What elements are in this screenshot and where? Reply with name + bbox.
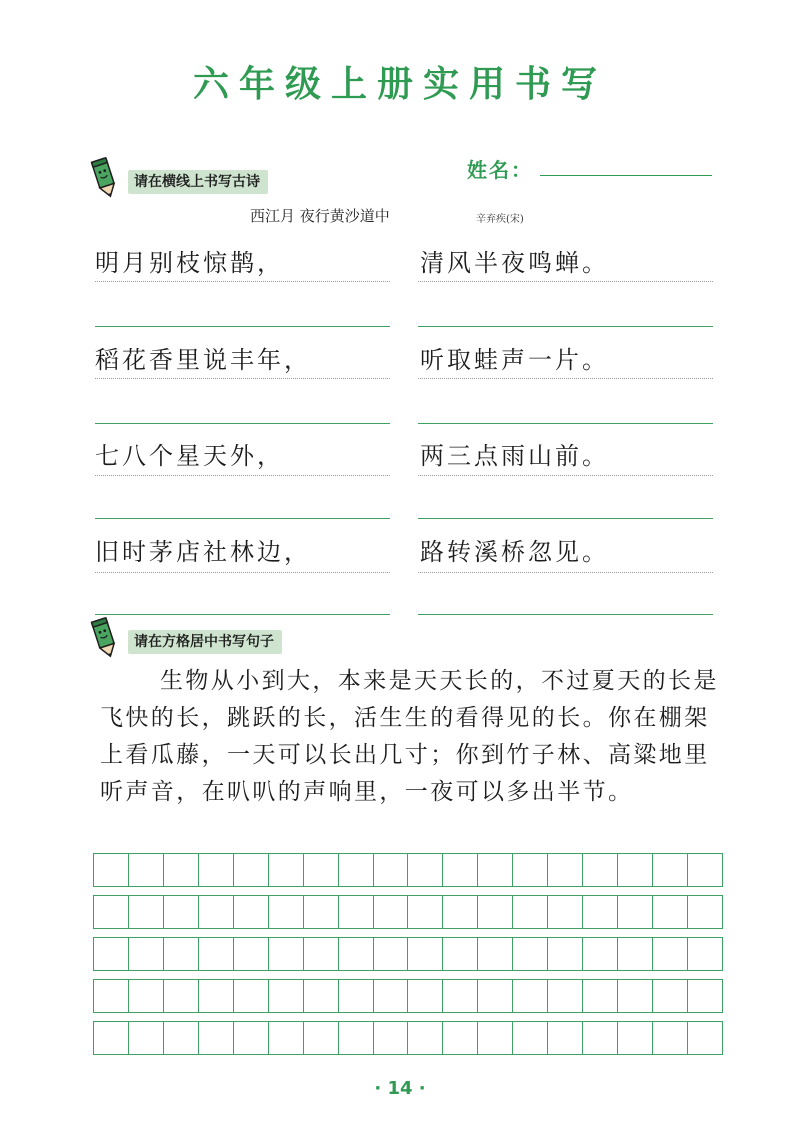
grid-cell[interactable] xyxy=(513,854,548,886)
grid-cell[interactable] xyxy=(164,980,199,1012)
grid-cell[interactable] xyxy=(164,854,199,886)
writing-line[interactable] xyxy=(418,326,713,327)
grid-cell[interactable] xyxy=(688,1022,722,1054)
dotted-guide-line xyxy=(95,572,390,573)
grid-cell[interactable] xyxy=(583,980,618,1012)
grid-cell[interactable] xyxy=(304,938,339,970)
grid-cell[interactable] xyxy=(94,1022,129,1054)
grid-cell[interactable] xyxy=(513,896,548,928)
grid-cell[interactable] xyxy=(234,980,269,1012)
grid-cell[interactable] xyxy=(374,1022,409,1054)
grid-cell[interactable] xyxy=(653,1022,688,1054)
grid-row xyxy=(93,895,723,929)
grid-cell[interactable] xyxy=(478,896,513,928)
grid-cell[interactable] xyxy=(408,938,443,970)
grid-cell[interactable] xyxy=(199,854,234,886)
grid-cell[interactable] xyxy=(339,854,374,886)
dotted-guide-line xyxy=(95,378,390,379)
grid-cell[interactable] xyxy=(339,896,374,928)
section-instruction-sentence: 请在方格居中书写句子 xyxy=(128,630,282,654)
grid-cell[interactable] xyxy=(339,980,374,1012)
grid-cell[interactable] xyxy=(443,896,478,928)
grid-cell[interactable] xyxy=(304,896,339,928)
pencil-icon xyxy=(90,156,120,200)
grid-cell[interactable] xyxy=(408,854,443,886)
name-label: 姓名： xyxy=(467,158,533,182)
grid-cell[interactable] xyxy=(653,896,688,928)
dotted-guide-line xyxy=(418,281,713,282)
grid-cell[interactable] xyxy=(513,1022,548,1054)
section-instruction-poem: 请在横线上书写古诗 xyxy=(128,170,268,194)
grid-cell[interactable] xyxy=(374,938,409,970)
grid-cell[interactable] xyxy=(653,854,688,886)
grid-cell[interactable] xyxy=(304,1022,339,1054)
writing-line[interactable] xyxy=(418,423,713,424)
dotted-guide-line xyxy=(418,378,713,379)
page-number: · 14 · xyxy=(374,1078,426,1099)
page-title: 六年级上册实用书写 xyxy=(192,64,607,105)
grid-row xyxy=(93,853,723,887)
grid-cell[interactable] xyxy=(234,1022,269,1054)
writing-line[interactable] xyxy=(95,326,390,327)
grid-cell[interactable] xyxy=(443,854,478,886)
grid-cell[interactable] xyxy=(339,938,374,970)
grid-cell[interactable] xyxy=(548,938,583,970)
grid-cell[interactable] xyxy=(513,938,548,970)
grid-cell[interactable] xyxy=(164,938,199,970)
grid-cell[interactable] xyxy=(269,938,304,970)
grid-cell[interactable] xyxy=(269,1022,304,1054)
grid-cell[interactable] xyxy=(94,854,129,886)
grid-row xyxy=(93,1021,723,1055)
poem-line-right: 清风半夜鸣蝉。 xyxy=(420,249,609,277)
grid-cell[interactable] xyxy=(269,896,304,928)
grid-cell[interactable] xyxy=(164,1022,199,1054)
grid-cell[interactable] xyxy=(548,896,583,928)
dotted-guide-line xyxy=(95,475,390,476)
grid-cell[interactable] xyxy=(339,1022,374,1054)
grid-row xyxy=(93,937,723,971)
grid-cell[interactable] xyxy=(408,896,443,928)
grid-cell[interactable] xyxy=(478,854,513,886)
grid-cell[interactable] xyxy=(94,938,129,970)
dotted-guide-line xyxy=(418,572,713,573)
grid-cell[interactable] xyxy=(374,980,409,1012)
grid-cell[interactable] xyxy=(234,938,269,970)
grid-cell[interactable] xyxy=(129,938,164,970)
grid-cell[interactable] xyxy=(583,1022,618,1054)
grid-cell[interactable] xyxy=(688,854,722,886)
grid-cell[interactable] xyxy=(618,1022,653,1054)
grid-cell[interactable] xyxy=(234,896,269,928)
grid-cell[interactable] xyxy=(199,896,234,928)
grid-cell[interactable] xyxy=(129,896,164,928)
writing-line[interactable] xyxy=(95,423,390,424)
grid-cell[interactable] xyxy=(513,980,548,1012)
grid-cell[interactable] xyxy=(408,980,443,1012)
poem-line-left: 稻花香里说丰年， xyxy=(95,346,311,374)
poem-line-right: 听取蛙声一片。 xyxy=(420,346,609,374)
grid-cell[interactable] xyxy=(548,980,583,1012)
grid-cell[interactable] xyxy=(443,1022,478,1054)
grid-cell[interactable] xyxy=(408,1022,443,1054)
grid-cell[interactable] xyxy=(164,896,199,928)
dotted-guide-line xyxy=(95,281,390,282)
grid-cell[interactable] xyxy=(548,854,583,886)
grid-cell[interactable] xyxy=(269,980,304,1012)
grid-row xyxy=(93,979,723,1013)
grid-cell[interactable] xyxy=(583,854,618,886)
writing-line[interactable] xyxy=(418,518,713,519)
poem-line-left: 七八个星天外， xyxy=(95,442,284,470)
grid-cell[interactable] xyxy=(374,854,409,886)
grid-cell[interactable] xyxy=(653,980,688,1012)
grid-cell[interactable] xyxy=(94,896,129,928)
poem-title: 西江月 夜行黄沙道中 xyxy=(250,207,390,225)
grid-cell[interactable] xyxy=(129,1022,164,1054)
grid-cell[interactable] xyxy=(618,896,653,928)
grid-cell[interactable] xyxy=(688,938,722,970)
passage-text: 生物从小到大，本来是天天长的，不过夏天的长是飞快的长，跳跃的长，活生生的看得见的长。你在棚架上看瓜藤，一天可以长出几寸；你到竹子林、高粱地里听声音，在叭叭的声响里，一夜可以多出半节。 xyxy=(100,668,719,805)
grid-cell[interactable] xyxy=(269,854,304,886)
poem-line-right: 两三点雨山前。 xyxy=(420,442,609,470)
grid-cell[interactable] xyxy=(374,896,409,928)
grid-cell[interactable] xyxy=(94,980,129,1012)
writing-line[interactable] xyxy=(418,614,713,615)
grid-cell[interactable] xyxy=(199,980,234,1012)
grid-cell[interactable] xyxy=(304,980,339,1012)
grid-cell[interactable] xyxy=(618,938,653,970)
grid-cell[interactable] xyxy=(478,938,513,970)
grid-cell[interactable] xyxy=(443,938,478,970)
grid-cell[interactable] xyxy=(129,980,164,1012)
grid-cell[interactable] xyxy=(618,980,653,1012)
grid-cell[interactable] xyxy=(478,980,513,1012)
grid-cell[interactable] xyxy=(443,980,478,1012)
grid-cell[interactable] xyxy=(478,1022,513,1054)
name-input-line[interactable] xyxy=(540,175,712,176)
poem-line-right: 路转溪桥忽见。 xyxy=(420,538,609,566)
poem-line-left: 明月别枝惊鹊， xyxy=(95,249,284,277)
grid-cell[interactable] xyxy=(653,938,688,970)
poem-author: 辛弃疾(宋) xyxy=(476,214,524,225)
grid-cell[interactable] xyxy=(199,938,234,970)
grid-cell[interactable] xyxy=(688,980,722,1012)
writing-line[interactable] xyxy=(95,518,390,519)
grid-cell[interactable] xyxy=(129,854,164,886)
grid-cell[interactable] xyxy=(583,896,618,928)
dotted-guide-line xyxy=(418,475,713,476)
grid-cell[interactable] xyxy=(234,854,269,886)
poem-line-left: 旧时茅店社林边， xyxy=(95,538,311,566)
grid-cell[interactable] xyxy=(199,1022,234,1054)
grid-cell[interactable] xyxy=(583,938,618,970)
writing-line[interactable] xyxy=(95,614,390,615)
grid-cell[interactable] xyxy=(688,896,722,928)
grid-cell[interactable] xyxy=(618,854,653,886)
grid-cell[interactable] xyxy=(548,1022,583,1054)
pencil-icon xyxy=(90,616,120,660)
grid-cell[interactable] xyxy=(304,854,339,886)
